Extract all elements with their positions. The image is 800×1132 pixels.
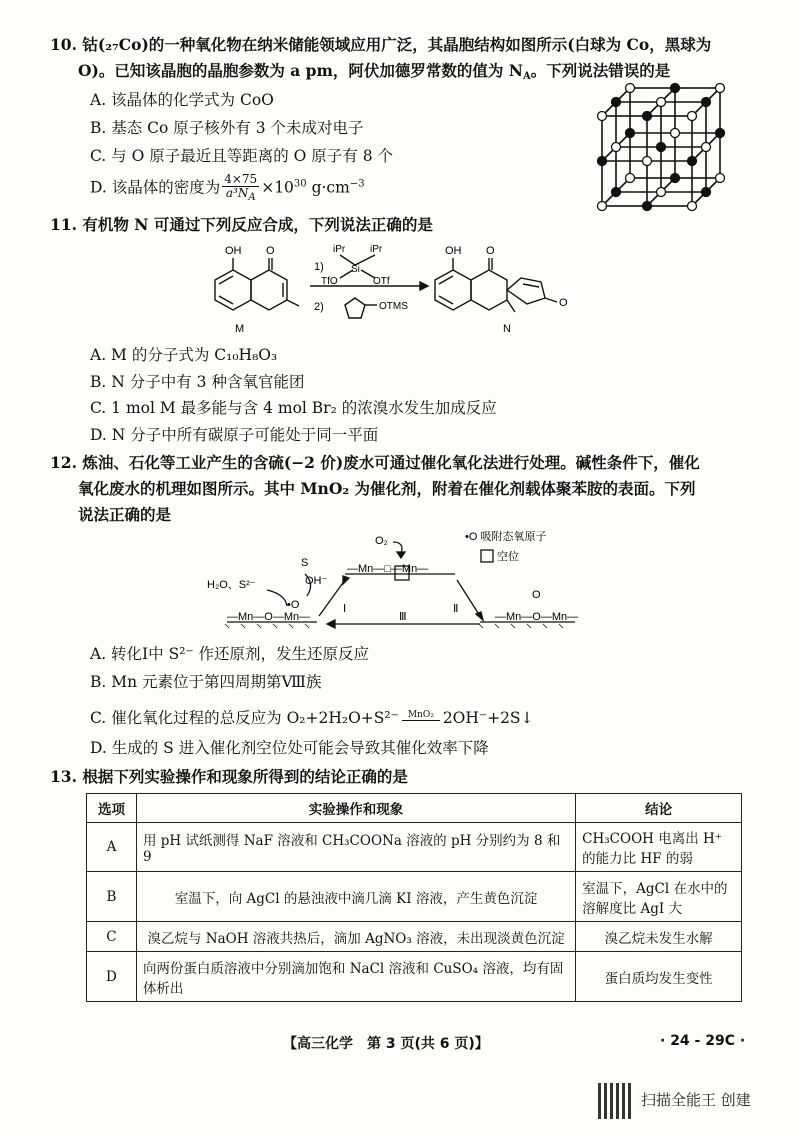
q11-ipr2: iPr [370, 244, 383, 255]
q13-row-option: D [87, 952, 137, 1002]
q12-step-ii: Ⅱ [453, 603, 459, 615]
q13-header-option: 选项 [87, 794, 137, 823]
q11-step2: 2) [314, 301, 324, 313]
q12-mn-left: —Mn—O—Mn— [227, 611, 311, 623]
q11-n-oh-label: OH [445, 245, 462, 257]
q11-ipr1: iPr [333, 244, 346, 255]
q13-table [86, 793, 742, 1002]
q10-option-b: B. 基态 Co 原子核外有 3 个未成对电子 [90, 119, 364, 137]
q13-row-option: A [87, 823, 137, 872]
q13-row-operation: 溴乙烷与 NaOH 溶液共热后，滴加 AgNO₃ 溶液，未出现淡黄色沉淀 [136, 922, 575, 952]
q12-option-b: B. Mn 元素位于第四周期第Ⅷ族 [90, 673, 322, 691]
q12-s-label: S [301, 557, 309, 569]
q13-header-conclusion: 结论 [576, 794, 742, 823]
q11-label-n: N [503, 323, 511, 335]
q12-stem-line3: 说法正确的是 [78, 505, 172, 524]
q13-row-conclusion: 溴乙烷未发生水解 [576, 922, 742, 952]
q12-o2-label: O₂ [375, 535, 388, 547]
q10-option-a: A. 该晶体的化学式为 CoO [90, 91, 274, 109]
q12-stem-line1: 12. 炼油、石化等工业产生的含硫(−2 价)废水可通过催化氧化法进行处理。碱性条件下，催化 [50, 453, 700, 472]
q13-row-option: C [87, 922, 137, 952]
q11-m-oh-label: OH [225, 245, 242, 257]
q11-stem: 11. 有机物 N 可通过下列反应合成，下列说法正确的是 [50, 215, 433, 234]
q11-reaction-scheme [195, 240, 595, 340]
q12-oh-label: OH⁻ [305, 575, 328, 587]
q13-table-header [87, 794, 742, 823]
q11-option-d: D. N 分子中所有碳原子可能处于同一平面 [90, 426, 379, 444]
q12-step-i: Ⅰ [343, 603, 347, 615]
q13-stem: 13. 根据下列实验操作和现象所得到的结论正确的是 [50, 767, 408, 786]
q11-option-c: C. 1 mol M 最多能与含 4 mol Br₂ 的浓溴水发生加成反应 [90, 399, 497, 417]
q12-h2o-s-label: H₂O、S²⁻ [207, 579, 256, 591]
q10-option-d: D. 该晶体的密度为 $\frac{4\times 75}{a^3N_A}$ $\times 10^{30}$ $g\cdot cm^{-3}$ [90, 172, 365, 203]
q10-stem-line2: O)。已知该晶胞的晶胞参数为 a pm，阿伏加德罗常数的值为 $N_A$。下列说法错误的是 [78, 61, 671, 82]
crystal-cell-diagram [590, 78, 740, 218]
q11-otf: OTf [373, 276, 390, 287]
page-code: · 24 - 29C · [660, 1033, 746, 1049]
q12-dot-o-label: •O [287, 599, 300, 611]
q11-option-a: A. M 的分子式为 C₁₀H₈O₃ [90, 346, 278, 364]
q13-row-conclusion: 室温下，AgCl 在水中的溶解度比 AgI 大 [576, 872, 742, 922]
table-row [87, 922, 742, 952]
q12-legend-o: •O 吸附态氧原子 [465, 531, 547, 543]
q11-step1: 1) [314, 261, 324, 273]
q13-header-operation: 实验操作和现象 [136, 794, 575, 823]
q13-row-operation: 向两份蛋白质溶液中分别滴加饱和 NaCl 溶液和 CuSO₄ 溶液，均有固体析出 [136, 952, 575, 1002]
q12-step-iii: Ⅲ [399, 611, 407, 623]
q11-label-m: M [235, 323, 245, 335]
q13-row-conclusion: CH₃COOH 电离出 H⁺ 的能力比 HF 的弱 [576, 823, 742, 872]
q12-legend-vacancy: 空位 [497, 551, 519, 563]
q11-option-b: B. N 分子中有 3 种含氧官能团 [90, 373, 305, 391]
table-row [87, 872, 742, 922]
q12-mn-top: —Mn—□—Mn— [347, 563, 429, 575]
q12-mn-right-o: O [532, 589, 541, 601]
q10-option-c: C. 与 O 原子最近且等距离的 O 原子有 8 个 [90, 147, 394, 165]
q11-tfo: TfO [321, 276, 338, 287]
q10-stem-line1: 10. 钴(₂₇Co)的一种氧化物在纳米储能领域应用广泛，其晶胞结构如图所示(白球为 Co，黑球为 [50, 35, 712, 54]
q13-row-operation: 室温下，向 AgCl 的悬浊液中滴几滴 KI 溶液，产生黄色沉淀 [136, 872, 575, 922]
table-row [87, 823, 742, 872]
qr-code-icon [598, 1083, 634, 1119]
q12-option-a: A. 转化Ⅰ中 S²⁻ 作还原剂，发生还原反应 [90, 645, 370, 663]
scanner-watermark: 扫描全能王 创建 [641, 1091, 751, 1109]
q12-option-d: D. 生成的 S 进入催化剂空位处可能会导致其催化效率下降 [90, 739, 489, 757]
q12-stem-line2: 氧化废水的机理如图所示。其中 MnO₂ 为催化剂，附着在催化剂载体聚苯胺的表面。下列 [78, 479, 696, 498]
q12-mn-right: —Mn—O—Mn— [495, 611, 579, 623]
table-row [87, 952, 742, 1002]
q13-row-operation: 用 pH 试纸测得 NaF 溶液和 CH₃COONa 溶液的 pH 分别约为 8 和 9 [136, 823, 575, 872]
q11-n-lactone-o: O [559, 297, 568, 309]
q13-row-option: B [87, 872, 137, 922]
q12-option-c: C. 催化氧化过程的总反应为 O₂+2H₂O+S²⁻ MnO₂ 2OH⁻+2S↓ [90, 709, 534, 727]
q11-m-o-label: O [266, 245, 275, 257]
q11-otms: OTMS [379, 301, 408, 312]
q12-mechanism-diagram [195, 528, 615, 640]
q11-n-o-label: O [486, 245, 495, 257]
q13-row-conclusion: 蛋白质均发生变性 [576, 952, 742, 1002]
page-footer: 【高三化学 第 3 页(共 6 页)】 [283, 1036, 489, 1052]
q11-si: Si [351, 264, 360, 275]
